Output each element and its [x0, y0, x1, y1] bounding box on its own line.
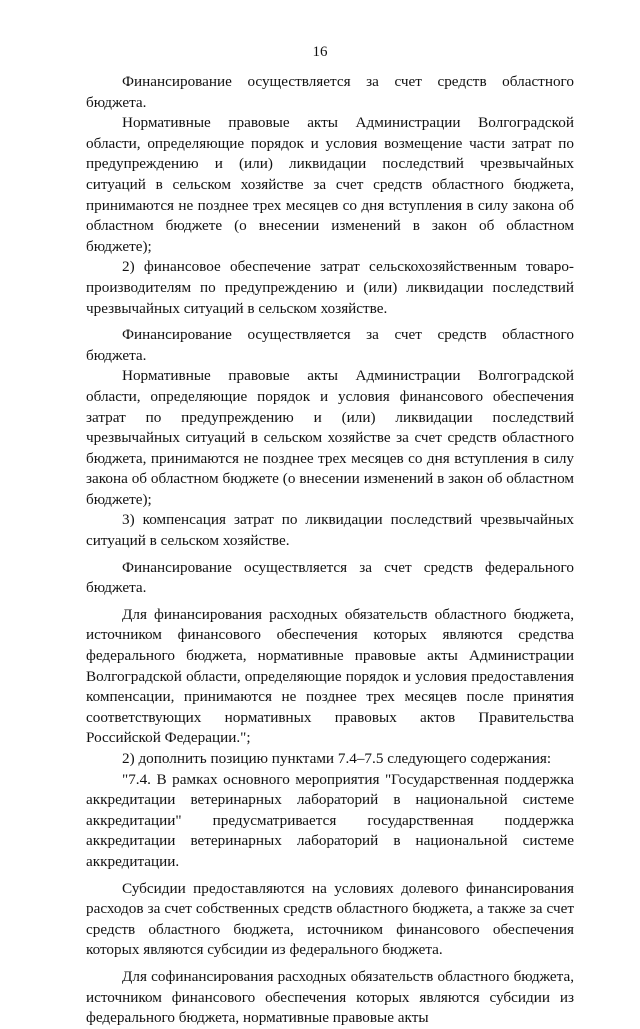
paragraph: Финансирование осуществляется за счет средств федерального бюджета. [86, 558, 574, 597]
paragraph: Финансирование осуществляется за счет средств областного бюджета. [86, 326, 574, 364]
paragraph: Для финансирования расходных обязательств областного бюджета, источником финансового обеспечения которых являются средства федерального бюджета, нормативные правовые акты Администрации Волгоградской области, определяющие порядок и условия предоставления компенсации, принимаются не позднее трех месяцев после принятия соответствующих нормативных правовых актов Правительства Российской Федерации."; [86, 605, 574, 747]
paragraph: 3) компенсация затрат по ликвидации последствий чрезвычайных ситуаций в сельском хозяйстве. [86, 511, 574, 550]
paragraph: Нормативные правовые акты Администрации Волгоградской области, определяющие порядок и условия финансового обеспечения затрат по предупреждению и (или) ликвидации последствий чрезвычайных ситуаций в сельском хозяйстве за счет средств областного бюджета, принимаются не позднее трех месяцев со дня вступления в силу закона об областном бюджете (о внесении изменений в закон об областном бюджете); [86, 367, 574, 508]
paragraph: Для софинансирования расходных обязательств областного бюджета, источником финансового обеспечения которых являются субсидии из федерального бюджета, нормативные правовые акты [86, 967, 574, 1027]
paragraph: "7.4. В рамках основного мероприятия "Государственная поддержка аккредитации ветеринарных лабораторий в национальной системе аккредитации" предусматривается государственная поддержка аккредитации ветеринарных лабораторий в национальной системе аккредитации. [86, 770, 574, 870]
paragraph: Нормативные правовые акты Администрации Волгоградской области, определяющие порядок и условия возмещение части затрат по предупреждению и (или) ликвидации последствий чрезвычайных ситуаций в сельском хозяйстве за счет средств областного бюджета, принимаются не позднее трех месяцев со дня вступления в силу закона об областном бюджете (о внесении изменений в закон об областном бюджете); [86, 114, 574, 255]
paragraph: Субсидии предоставляются на условиях долевого финансирования расходов за счет собственных средств областного бюджета, а также за счет средств областного бюджета, источником финансового обеспечения которых являются субсидии из федерального бюджета. [86, 879, 574, 959]
paragraph: 2) финансовое обеспечение затрат сельскохозяйственным товаро-производителям по предупреждению и (или) ликвидации последствий чрезвычайных ситуаций в сельском хозяйстве. [86, 258, 574, 317]
paragraph: Финансирование осуществляется за счет средств областного бюджета. [86, 73, 574, 111]
page-number: 16 [312, 44, 328, 60]
paragraph: 2) дополнить позицию пунктами 7.4–7.5 следующего содержания: [122, 750, 552, 767]
body-text [86, 72, 574, 1029]
